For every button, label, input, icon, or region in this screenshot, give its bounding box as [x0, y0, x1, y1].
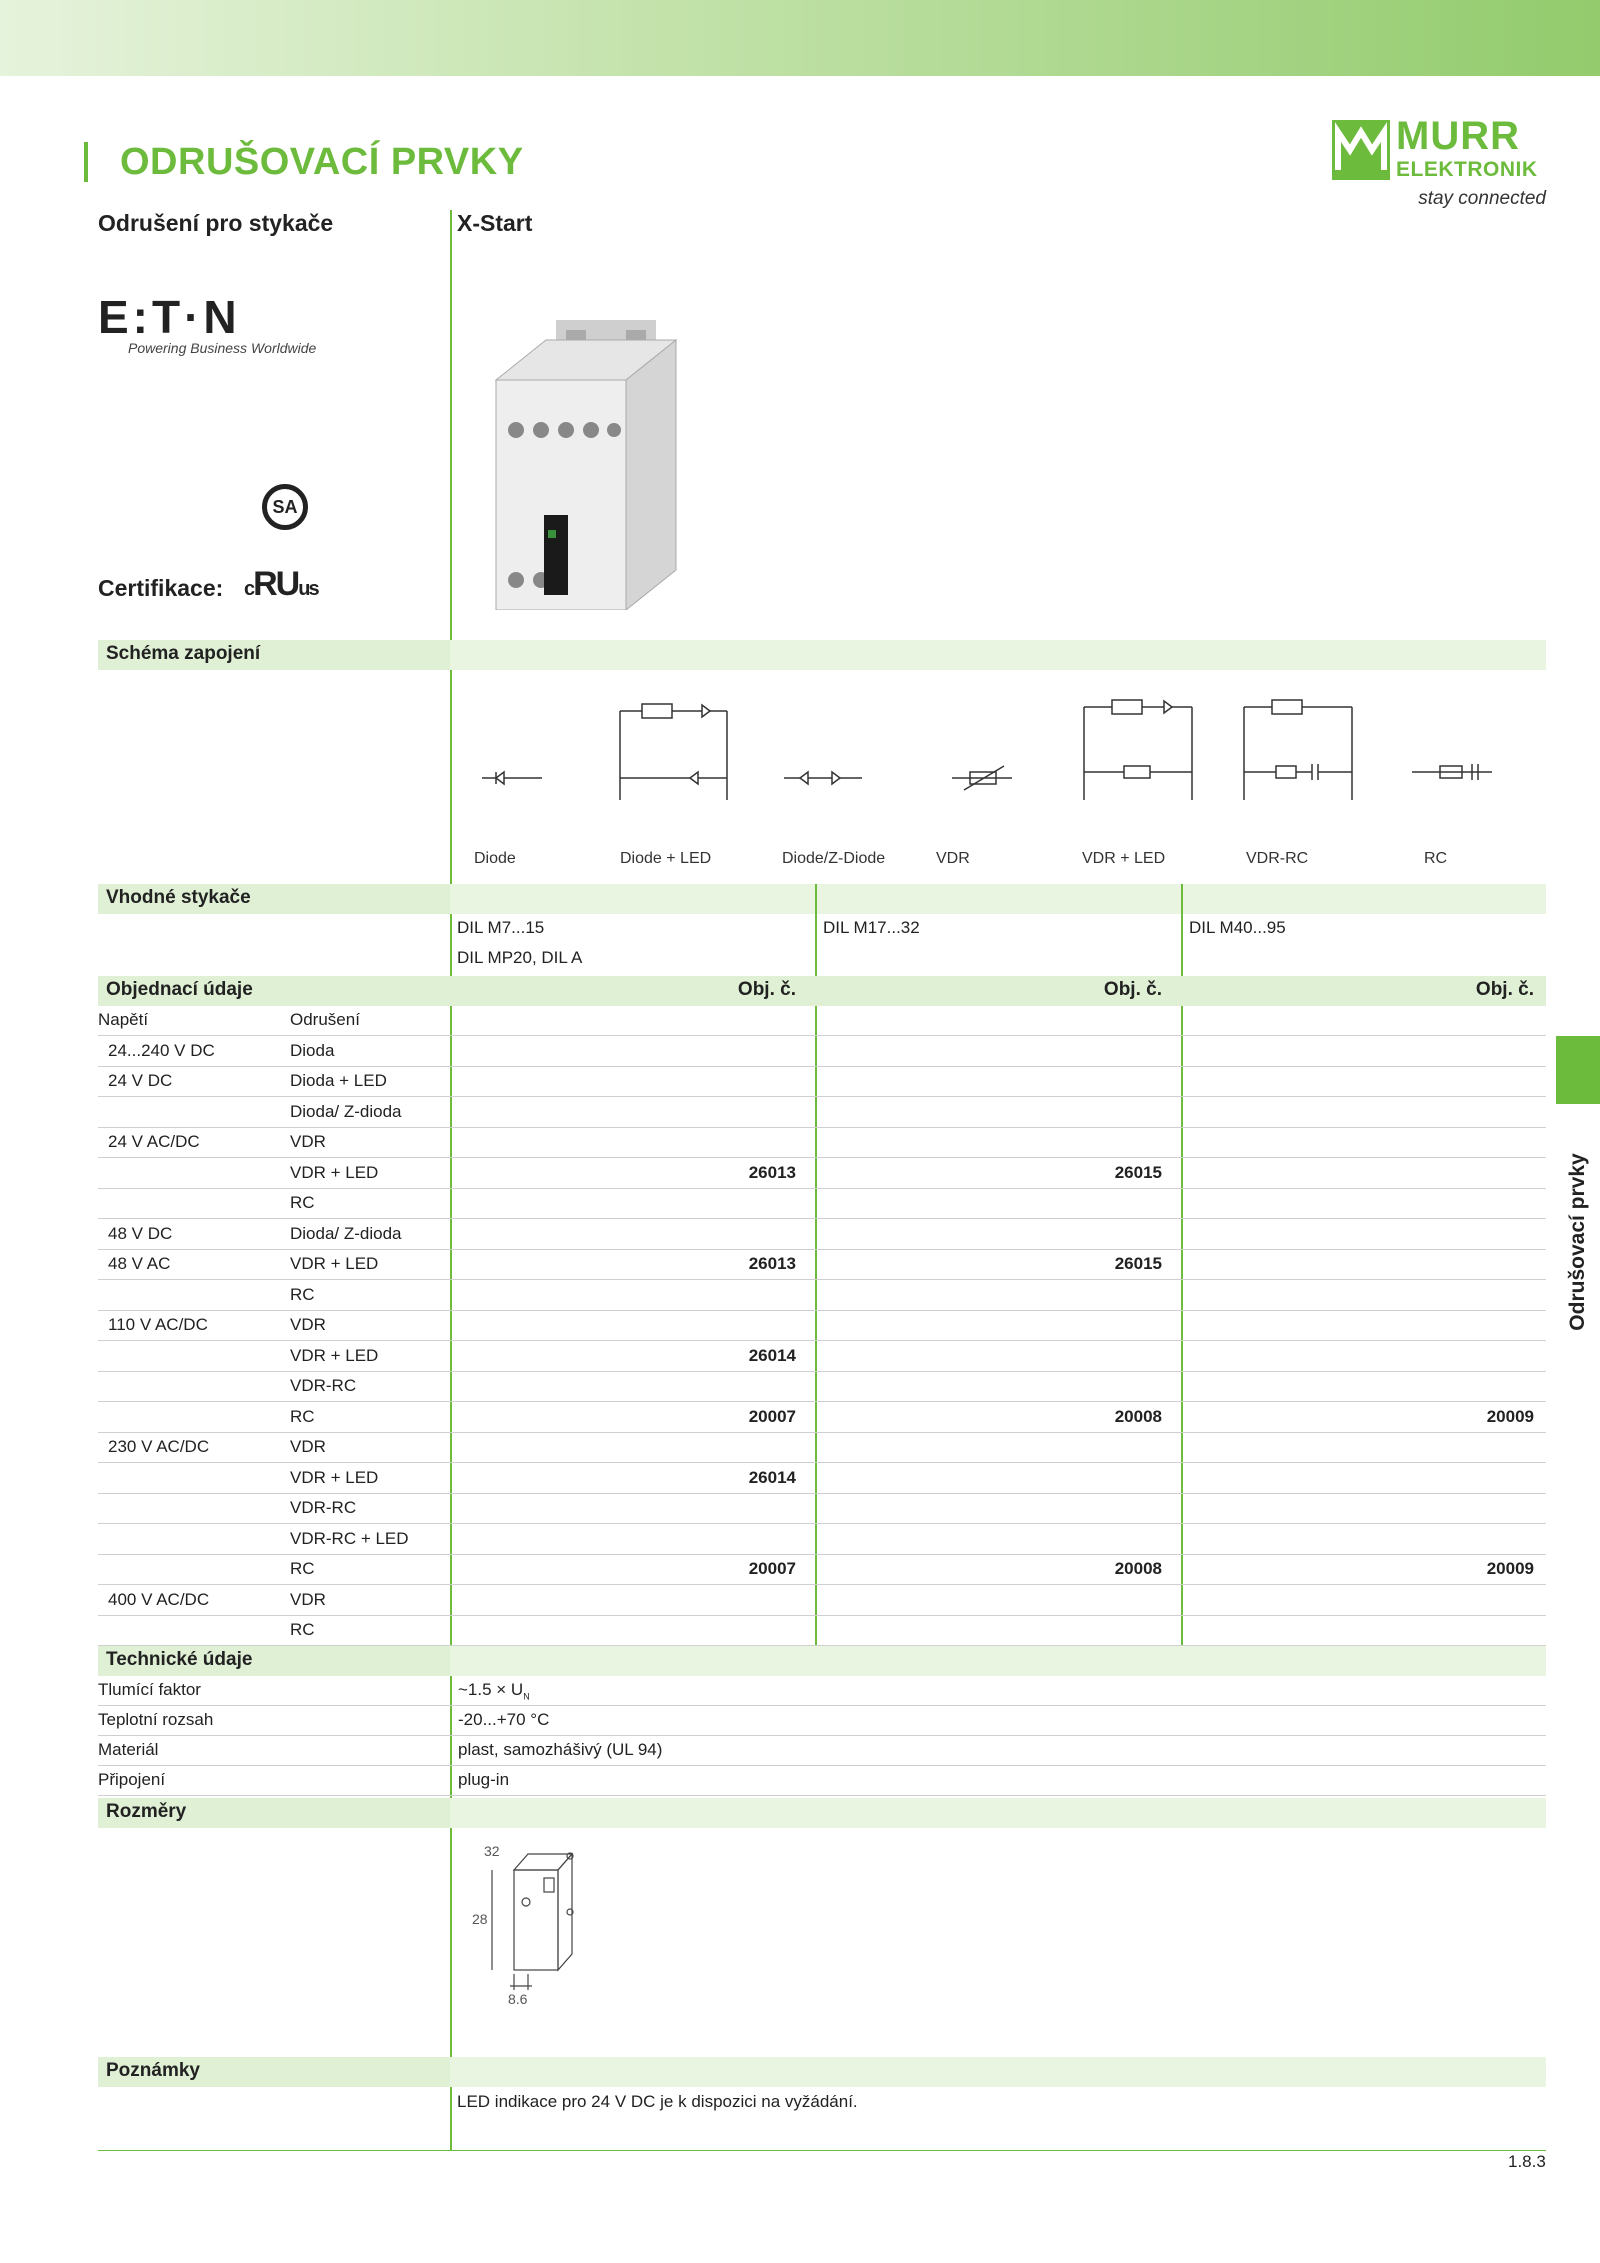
suppression-cell: Dioda/ Z-dioda [290, 1223, 402, 1243]
table-row [98, 1128, 1546, 1158]
suppression-cell: Dioda + LED [290, 1071, 387, 1090]
voltage-cell: 24 V DC [108, 1071, 173, 1090]
voltage-cell: 48 V DC [108, 1223, 173, 1243]
murr-slogan: stay connected [1418, 188, 1546, 209]
contactor-col2: DIL M17...32 [823, 918, 920, 937]
tech-value: plast, samozhášivý (UL 94) [458, 1740, 663, 1759]
order-header-col1: Obj. č. [737, 979, 796, 1000]
voltage-cell: 48 V AC [108, 1254, 171, 1273]
table-row [98, 1494, 1546, 1524]
diagram-label-vdr-rc: VDR-RC [1246, 850, 1309, 867]
table-row [98, 1281, 1546, 1311]
table-row [98, 1433, 1546, 1463]
order-number-col2: 20008 [1114, 1559, 1162, 1578]
order-number-col1: 20007 [748, 1406, 796, 1426]
vdr-rc-symbol [1244, 700, 1352, 800]
diode-led-symbol [620, 704, 727, 800]
section-tech-label: Technické údaje [106, 1649, 253, 1670]
diagram-label-rc: RC [1424, 850, 1448, 867]
murr-logo-subtext: ELEKTRONIK [1396, 158, 1538, 181]
z-diode-symbol [784, 772, 862, 784]
subtitle-right: X-Start [457, 210, 533, 236]
suppression-cell: RC [290, 1559, 315, 1578]
order-number-col1: 26014 [748, 1345, 796, 1365]
table-row [98, 1372, 1546, 1402]
dimension-width: 32 [484, 1843, 500, 1859]
column-header-voltage: Napětí [98, 1010, 149, 1029]
suppression-cell: VDR [290, 1132, 326, 1151]
section-contactors-label: Vhodné stykače [106, 887, 251, 908]
order-number-col1: 20007 [748, 1559, 796, 1578]
table-row [98, 1464, 1546, 1494]
suppression-cell: Dioda/ Z-dioda [290, 1101, 402, 1121]
table-row [98, 1586, 1546, 1616]
table-row [98, 1037, 1546, 1067]
suppression-cell: Dioda [290, 1040, 335, 1060]
table-row [98, 1342, 1546, 1372]
vdr-symbol [952, 766, 1012, 790]
eaton-logo [98, 290, 316, 356]
section-notes-label: Poznámky [106, 2060, 200, 2081]
section-dims [98, 1798, 1546, 1828]
notes-text: LED indikace pro 24 V DC je k dispozici na vyžádání. [457, 2092, 858, 2111]
subtitle-left: Odrušení pro stykače [98, 210, 334, 236]
suppression-cell: VDR-RC [290, 1498, 357, 1517]
section-notes [98, 2057, 1546, 2087]
schematic-diagrams [452, 680, 1546, 830]
section-order-label: Objednací údaje [106, 979, 253, 1000]
title-bar [84, 142, 88, 182]
table-row [98, 1525, 1546, 1555]
dimension-depth: 8.6 [508, 1991, 528, 2007]
dimension-height: 28 [472, 1911, 488, 1927]
table-row [98, 1555, 1546, 1585]
suppression-cell: VDR + LED [290, 1345, 379, 1365]
section-tech [98, 1646, 1546, 1676]
vdr-led-symbol [1084, 700, 1192, 800]
rc-symbol [1412, 764, 1492, 780]
suppression-cell: VDR-RC + LED [290, 1528, 409, 1548]
table-row [98, 1159, 1546, 1189]
diode-symbol [482, 772, 542, 784]
section-contactors [98, 884, 1546, 914]
section-dims-label: Rozměry [106, 1801, 187, 1822]
order-number-col1: 26013 [748, 1254, 796, 1273]
suppression-cell: RC [290, 1620, 315, 1639]
voltage-cell: 24 V AC/DC [108, 1132, 200, 1151]
order-number-col1: 26013 [748, 1162, 796, 1182]
order-header-col3: Obj. č. [1475, 979, 1534, 1000]
order-number-col2: 26015 [1114, 1254, 1162, 1273]
diagram-label-vdr-led: VDR + LED [1082, 850, 1166, 867]
contactor-col1-line2: DIL MP20, DIL A [457, 948, 583, 967]
footer-line [98, 2150, 1546, 2151]
suppression-cell: VDR [290, 1315, 326, 1334]
tech-row [98, 1706, 1546, 1736]
order-number-col2: 26015 [1114, 1162, 1162, 1182]
murr-logo-mark [1332, 120, 1390, 180]
order-number-col3: 20009 [1486, 1559, 1534, 1578]
suppression-cell: VDR [290, 1437, 326, 1456]
suppression-cell: VDR-RC [290, 1376, 357, 1395]
order-header-col2: Obj. č. [1103, 979, 1162, 1000]
section-schema-label: Schéma zapojení [106, 643, 261, 664]
table-row [98, 1098, 1546, 1128]
diagram-label-diode-led: Diode + LED [620, 850, 712, 867]
tech-value: ~1.5 × $U_N$ [458, 1680, 530, 1702]
eaton-tagline: Powering Business Worldwide [128, 340, 317, 356]
table-row [98, 1250, 1546, 1280]
page-number: 1.8.3 [1508, 2152, 1546, 2171]
contactor-col1-line1: DIL M7...15 [457, 918, 545, 937]
table-row [98, 1067, 1546, 1097]
murr-logo-text: MURR [1396, 114, 1520, 158]
table-row [98, 1616, 1546, 1646]
voltage-cell: 400 V AC/DC [108, 1589, 210, 1609]
order-number-col3: 20009 [1486, 1406, 1534, 1426]
suppression-cell: VDR + LED [290, 1467, 379, 1487]
contactor-col3: DIL M40...95 [1189, 918, 1286, 937]
tech-row [98, 1736, 1546, 1766]
table-row [98, 1403, 1546, 1433]
suppression-cell: RC [290, 1284, 315, 1304]
top-band [0, 0, 1600, 76]
tech-key: Tlumící faktor [98, 1680, 201, 1699]
section-order [98, 976, 1546, 1006]
tech-value: -20...+70 °C [458, 1710, 550, 1729]
page-title [84, 140, 524, 184]
diagram-label-z-diode: Diode/Z-Diode [782, 850, 886, 867]
order-column-headers [98, 1006, 1546, 1036]
page-title-text: ODRUŠOVACÍ PRVKY [120, 140, 524, 183]
table-row [98, 1311, 1546, 1341]
tech-row [98, 1766, 1546, 1796]
suppression-cell: RC [290, 1193, 315, 1212]
side-tab-label: Odrušovací prvky [1566, 1153, 1589, 1331]
csa-icon: SA [262, 484, 308, 530]
section-schema [98, 640, 1546, 670]
voltage-cell: 24...240 V DC [108, 1040, 215, 1060]
order-number-col2: 20008 [1114, 1406, 1162, 1426]
suppression-cell: VDR + LED [290, 1162, 379, 1182]
tech-value: plug-in [458, 1770, 510, 1789]
product-image [476, 320, 688, 610]
tech-key: Teplotní rozsah [98, 1710, 214, 1729]
ul-icon: cRUus [244, 565, 318, 603]
eaton-logo-text: E:T·N [98, 291, 241, 343]
certification-label: Certifikace: [98, 575, 224, 601]
voltage-cell: 110 V AC/DC [108, 1315, 208, 1334]
diagram-label-vdr: VDR [936, 850, 970, 867]
tech-row [98, 1676, 1546, 1706]
murr-logo [1332, 114, 1552, 214]
table-row [98, 1189, 1546, 1219]
suppression-cell: VDR + LED [290, 1254, 379, 1273]
column-header-suppression: Odrušení [290, 1010, 360, 1029]
dimension-drawing [470, 1840, 590, 2010]
tech-key: Připojení [98, 1770, 166, 1789]
table-row [98, 1220, 1546, 1250]
voltage-cell: 230 V AC/DC [108, 1437, 210, 1456]
suppression-cell: VDR [290, 1589, 326, 1609]
suppression-cell: RC [290, 1406, 315, 1426]
tech-key: Materiál [98, 1740, 159, 1759]
side-tab-marker [1556, 1036, 1600, 1104]
order-number-col1: 26014 [748, 1467, 796, 1487]
diagram-label-diode: Diode [474, 850, 516, 867]
